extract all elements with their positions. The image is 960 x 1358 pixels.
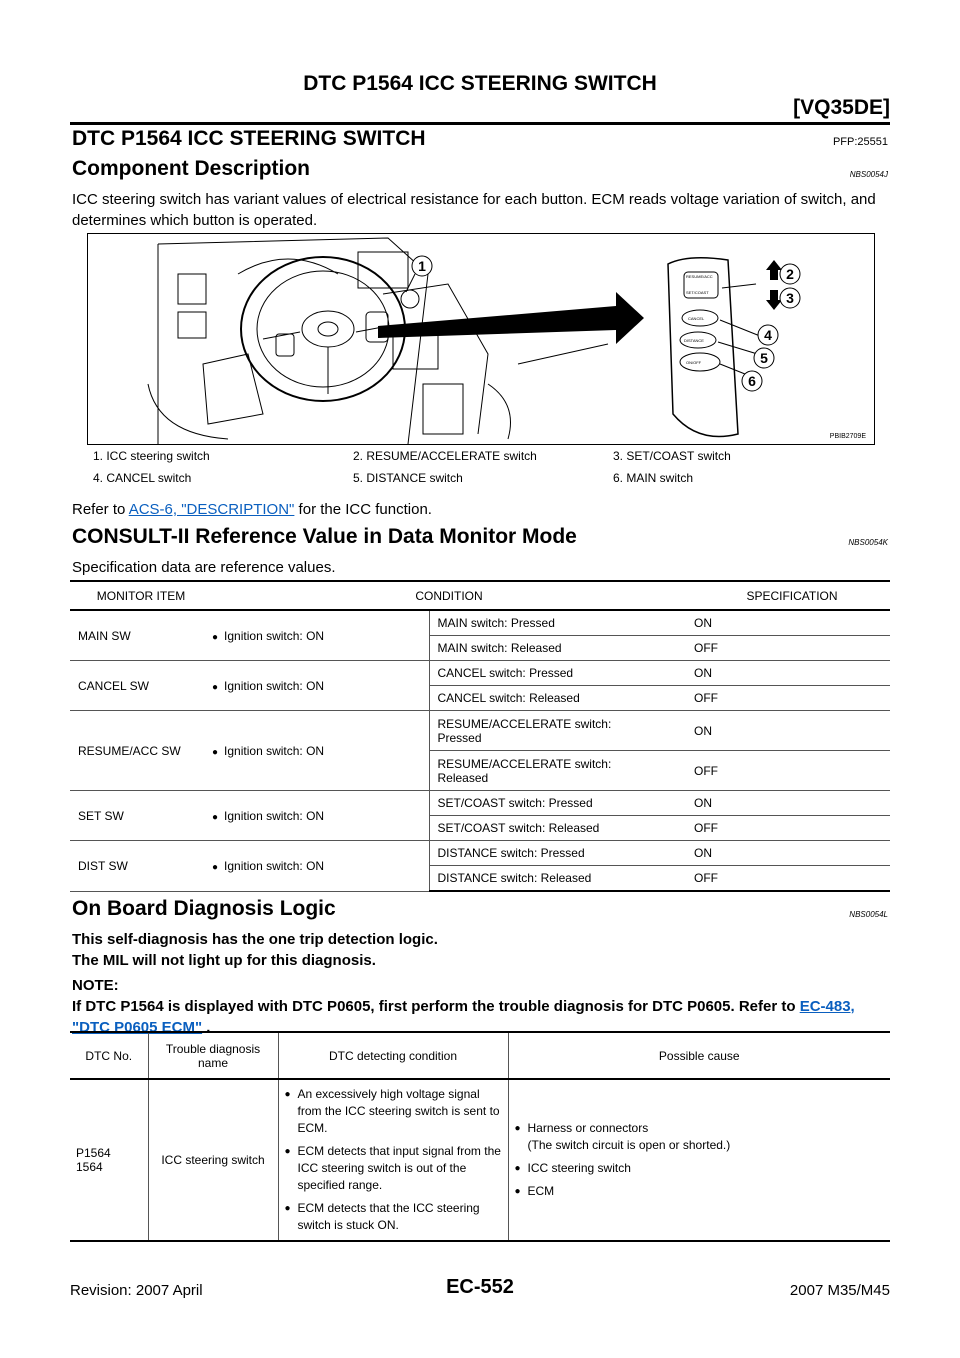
consult-heading: CONSULT-II Reference Value in Data Monitor Mode bbox=[72, 525, 577, 548]
switch-state: SET/COAST switch: Pressed bbox=[429, 791, 686, 816]
figure-switch-label: ON/OFF bbox=[686, 360, 702, 365]
monitor-item: RESUME/ACC SW bbox=[70, 711, 204, 791]
ec-483-link[interactable]: EC-483, "DTC P0605 ECM" bbox=[72, 998, 855, 1036]
refer-text bbox=[72, 499, 890, 520]
monitor-item: SET SW bbox=[70, 791, 204, 841]
obd-line-2: The MIL will not light up for this diagnosis. bbox=[72, 952, 376, 969]
engine-code: [VQ35DE] bbox=[793, 96, 890, 119]
callout-4: 4 bbox=[764, 327, 772, 343]
monitor-item: CANCEL SW bbox=[70, 661, 204, 711]
figure-legend bbox=[87, 443, 873, 490]
callout-5: 5 bbox=[760, 350, 768, 366]
legend-item: 2. RESUME/ACCELERATE switch bbox=[353, 449, 537, 463]
diagnosis-name: ICC steering switch bbox=[148, 1079, 278, 1241]
dtc-number: P1564 1564 bbox=[70, 1079, 148, 1241]
column-header: SPECIFICATION bbox=[686, 581, 890, 610]
switch-state: MAIN switch: Released bbox=[429, 636, 686, 661]
steering-switch-figure bbox=[87, 233, 875, 445]
specification-value: OFF bbox=[686, 686, 890, 711]
component-code: NBS0054J bbox=[849, 170, 888, 179]
specification-value: OFF bbox=[686, 751, 890, 791]
consult-note: Specification data are reference values. bbox=[72, 559, 336, 576]
table-header-row bbox=[70, 581, 890, 610]
monitor-item: MAIN SW bbox=[70, 610, 204, 661]
legend-item: 6. MAIN switch bbox=[613, 471, 694, 485]
switch-state: SET/COAST switch: Released bbox=[429, 816, 686, 841]
dashboard-illustration bbox=[88, 234, 874, 444]
specification-value: ON bbox=[686, 791, 890, 816]
monitor-condition: ● Ignition switch: ON bbox=[204, 610, 429, 661]
note-body: If DTC P1564 is displayed with DTC P0605, first perform the trouble diagnosis for DTC P0605. Refer to bbox=[72, 998, 796, 1015]
callout-3: 3 bbox=[786, 290, 794, 306]
table-row bbox=[70, 791, 890, 816]
figure-code: PBIB2709E bbox=[829, 433, 866, 440]
specification-value: OFF bbox=[686, 816, 890, 841]
list-item: ● ICC steering switch bbox=[515, 1160, 885, 1177]
detecting-conditions bbox=[278, 1079, 508, 1241]
specification-value: ON bbox=[686, 711, 890, 751]
switch-state: CANCEL switch: Pressed bbox=[429, 661, 686, 686]
model-text: 2007 M35/M45 bbox=[789, 1282, 890, 1299]
refer-prefix: Refer to bbox=[72, 501, 129, 518]
refer-suffix: for the ICC function. bbox=[294, 501, 432, 518]
list-item: ● ECM detects that input signal from the ICC steering switch is out of the specified range. bbox=[285, 1143, 502, 1194]
table-row bbox=[70, 711, 890, 751]
switch-state: DISTANCE switch: Released bbox=[429, 866, 686, 892]
monitor-condition: ● Ignition switch: ON bbox=[204, 841, 429, 892]
table-row bbox=[70, 610, 890, 636]
table-row bbox=[70, 661, 890, 686]
callout-6: 6 bbox=[748, 373, 756, 389]
list-item: ● Harness or connectors (The switch circuit is open or shorted.) bbox=[515, 1120, 885, 1154]
legend-item: 4. CANCEL switch bbox=[93, 471, 192, 485]
pfp-code: PFP:25551 bbox=[832, 136, 888, 148]
specification-value: ON bbox=[686, 661, 890, 686]
specification-value: OFF bbox=[686, 866, 890, 892]
figure-switch-label: RESUME/ACC bbox=[686, 274, 713, 279]
note-label: NOTE: bbox=[72, 977, 119, 994]
specification-value: OFF bbox=[686, 636, 890, 661]
legend-item: 3. SET/COAST switch bbox=[613, 449, 731, 463]
note-end: . bbox=[202, 1019, 211, 1036]
column-header: DTC detecting condition bbox=[278, 1032, 508, 1079]
table-row bbox=[70, 1079, 890, 1241]
table-row bbox=[70, 841, 890, 866]
list-item: ● ECM bbox=[515, 1183, 885, 1200]
header-rule bbox=[70, 122, 890, 125]
consult-code: NBS0054K bbox=[848, 538, 888, 547]
switch-state: DISTANCE switch: Pressed bbox=[429, 841, 686, 866]
table-header-row bbox=[70, 1032, 890, 1079]
column-header: DTC No. bbox=[70, 1032, 148, 1079]
obd-code: NBS0054L bbox=[849, 910, 888, 919]
list-item: ● An excessively high voltage signal from the ICC steering switch is sent to ECM. bbox=[285, 1086, 502, 1137]
obd-line-1: This self-diagnosis has the one trip detection logic. bbox=[72, 931, 438, 948]
switch-state: RESUME/ACCELERATE switch: Released bbox=[429, 751, 686, 791]
component-heading: Component Description bbox=[72, 157, 311, 180]
monitor-condition: ● Ignition switch: ON bbox=[204, 661, 429, 711]
list-item: ● ECM detects that the ICC steering switch is stuck ON. bbox=[285, 1200, 502, 1234]
figure-switch-label: CANCEL bbox=[688, 316, 705, 321]
revision-text: Revision: 2007 April bbox=[70, 1282, 203, 1299]
section-title: DTC P1564 ICC STEERING SWITCH bbox=[72, 127, 426, 150]
possible-causes bbox=[508, 1079, 890, 1241]
switch-state: MAIN switch: Pressed bbox=[429, 610, 686, 636]
page-header-title: DTC P1564 ICC STEERING SWITCH bbox=[303, 72, 657, 95]
component-text: ICC steering switch has variant values of electrical resistance for each button. ECM reads voltage variation of switch, and determines which button is operated. bbox=[72, 191, 876, 229]
column-header: MONITOR ITEM bbox=[70, 581, 204, 610]
specification-value: ON bbox=[686, 841, 890, 866]
column-header: CONDITION bbox=[204, 581, 686, 610]
dtc-table bbox=[70, 1031, 890, 1242]
legend-item: 5. DISTANCE switch bbox=[353, 471, 463, 485]
switch-state: CANCEL switch: Released bbox=[429, 686, 686, 711]
monitor-table bbox=[70, 580, 890, 892]
switch-state: RESUME/ACCELERATE switch: Pressed bbox=[429, 711, 686, 751]
column-header: Trouble diagnosis name bbox=[148, 1032, 278, 1079]
obd-heading: On Board Diagnosis Logic bbox=[72, 897, 336, 920]
page-number: EC-552 bbox=[446, 1276, 514, 1298]
acs-description-link[interactable]: ACS-6, "DESCRIPTION" bbox=[128, 501, 295, 518]
legend-item: 1. ICC steering switch bbox=[93, 449, 210, 463]
monitor-condition: ● Ignition switch: ON bbox=[204, 711, 429, 791]
figure-switch-label: SET/COAST bbox=[686, 290, 709, 295]
monitor-condition: ● Ignition switch: ON bbox=[204, 791, 429, 841]
monitor-item: DIST SW bbox=[70, 841, 204, 892]
figure-switch-label: DISTANCE bbox=[684, 338, 704, 343]
callout-2: 2 bbox=[786, 266, 794, 282]
callout-1: 1 bbox=[418, 258, 426, 274]
specification-value: ON bbox=[686, 610, 890, 636]
column-header: Possible cause bbox=[508, 1032, 890, 1079]
